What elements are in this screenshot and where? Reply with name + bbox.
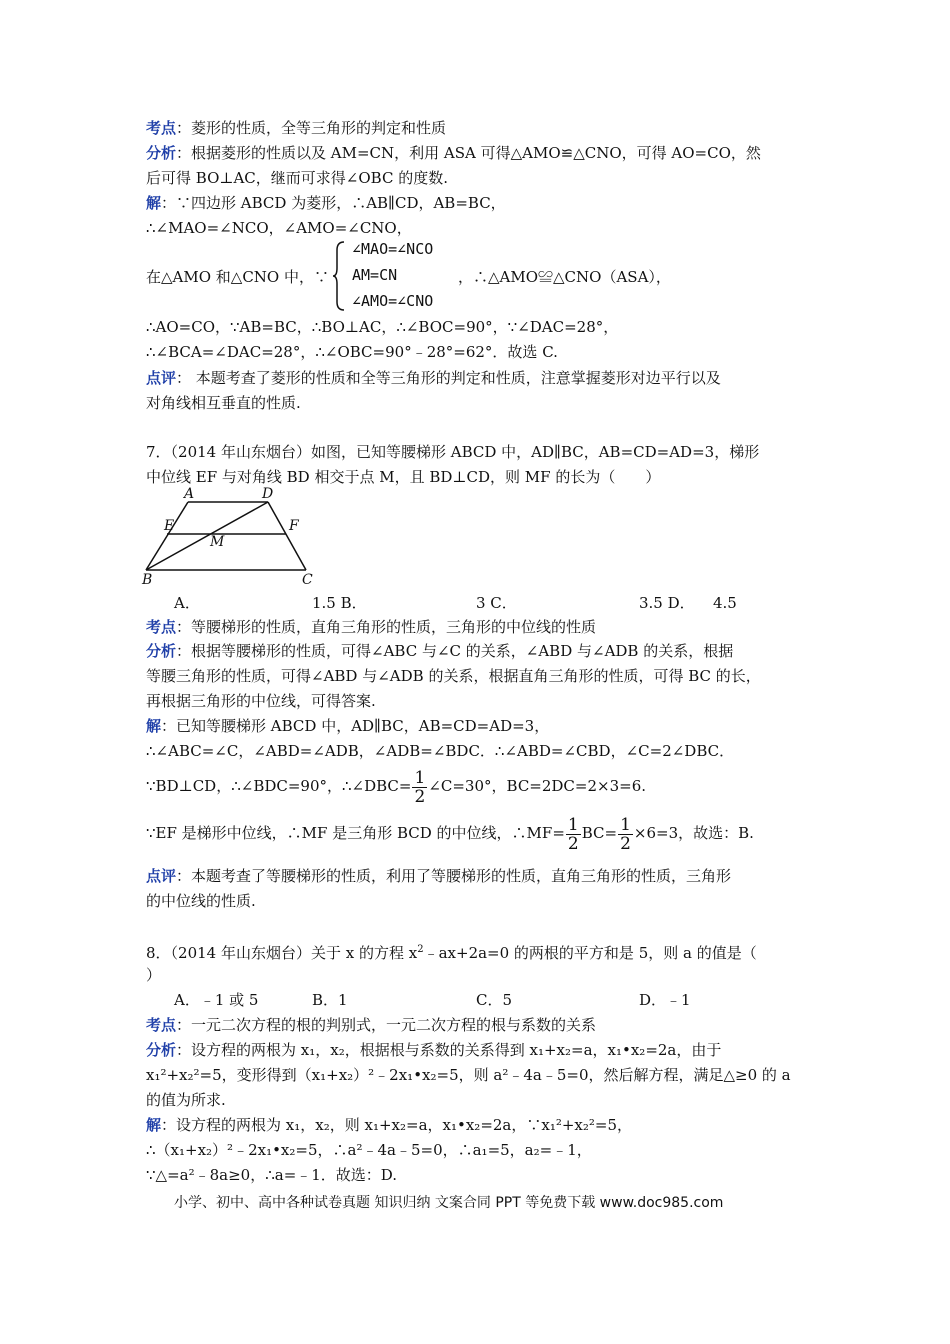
q6-jie-4: ∴AO=CO，∵AB=BC，∴BO⊥AC，∴∠BOC=90°，∵∠DAC=28°，	[146, 318, 619, 336]
q8-option-a: A．﹣1 或 5	[174, 991, 259, 1009]
q8-option-c: C．5	[476, 991, 513, 1009]
q7-option-e: 4.5	[713, 594, 737, 612]
q7-jie-3: ∵BD⊥CD，∴∠BDC=90°，∴∠DBC= $\frac{1}{2}$ ∠C=30°，BC=2DC=2×3=6.	[146, 767, 647, 807]
figure-label-m: M	[210, 534, 225, 550]
q8-jie: 解：设方程的两根为 x₁，x₂，则 x₁+x₂=a，x₁•x₂=2a，∵x₁²+x₂²=5，	[146, 1116, 633, 1134]
q6-dianping: 点评： 本题考查了菱形的性质和全等三角形的判定和性质，注意掌握菱形对边平行以及	[146, 369, 721, 387]
q7-kaodian: 考点：等腰梯形的性质，直角三角形的性质，三角形的中位线的性质	[146, 618, 597, 636]
figure-label-f: F	[289, 518, 299, 534]
page-footer: 小学、初中、高中各种试卷真题 知识归纳 文案合同 PPT 等免费下载 www.doc985.com	[174, 1195, 724, 1211]
q8-kaodian: 考点：一元二次方程的根的判别式，一元二次方程的根与系数的关系	[146, 1016, 597, 1034]
fraction-half: $\frac{1}{2}$	[414, 767, 426, 807]
system-eq-1: ∠MAO=∠NCO	[352, 240, 434, 258]
fenxi-label: 分析	[146, 144, 177, 162]
left-brace-icon	[332, 240, 346, 312]
system-eq-3: ∠AMO=∠CNO	[352, 292, 434, 310]
q7-dianping: 点评：本题考查了等腰梯形的性质，利用了等腰梯形的性质，直角三角形的性质，三角形	[146, 867, 732, 885]
q8-fenxi-3: 的值为所求.	[146, 1091, 226, 1109]
q6-system-line: 在△AMO 和△CNO 中，∵ ∠MAO=∠NCO AM=CN ∠AMO=∠CNO ，∴△AMO≌△CNO（ASA），	[146, 240, 671, 310]
q8-option-d: D．﹣1	[639, 991, 691, 1009]
system-eq-2: AM=CN	[352, 266, 398, 284]
q8-jie-2: ∴（x₁+x₂）²﹣2x₁•x₂=5，∴a²﹣4a﹣5=0，∴a₁=5，a₂=﹣1，	[146, 1141, 592, 1159]
fraction-half: $\frac{1}{2}$	[620, 814, 631, 854]
q7-fenxi: 分析：根据等腰梯形的性质，可得∠ABC 与∠C 的关系，∠ABD 与∠ADB 的关系，根据	[146, 642, 734, 660]
trapezoid-figure	[140, 484, 330, 586]
q8-stem: 8．（2014 年山东烟台）关于 x 的方程 $x^2﹣ax+2a=0$ 的两根的平方和是 5，则 a 的值是（	[146, 944, 757, 962]
figure-label-b: B	[142, 572, 153, 586]
q7-jie-2: ∴∠ABC=∠C，∠ABD=∠ADB，∠ADB=∠BDC．∴∠ABD=∠CBD，∠C=2∠DBC．	[146, 742, 735, 760]
q7-jie-4: ∵EF 是梯形中位线，∴MF 是三角形 BCD 的中位线，∴MF= $\frac{1}{2}$ BC= $\frac{1}{2}$ ×6=3，故选：B.	[146, 814, 754, 854]
fraction-half: $\frac{1}{2}$	[567, 814, 579, 854]
q7-option-c: 3 C．	[476, 594, 517, 612]
figure-label-d: D	[262, 486, 274, 502]
q6-jie: 解：∵四边形 ABCD 为菱形，∴AB∥CD，AB=BC，	[146, 194, 506, 212]
q7-stem: 7．（2014 年山东烟台）如图，已知等腰梯形 ABCD 中，AD∥BC，AB=CD=AD=3，梯形	[146, 443, 760, 461]
q8-option-b: B．1	[312, 991, 348, 1009]
q6-dianping-2: 对角线相互垂直的性质.	[146, 394, 301, 412]
q8-stem-2: ）	[146, 966, 162, 984]
q8-fenxi: 分析：设方程的两根为 x₁，x₂，根据根与系数的关系得到 x₁+x₂=a，x₁•x₂=2a，由于	[146, 1041, 722, 1059]
q6-fenxi: 分析：根据菱形的性质以及 AM=CN，利用 ASA 可得△AMO≌△CNO，可得 AO=CO，然	[146, 144, 761, 162]
figure-label-c: C	[302, 572, 313, 586]
q7-option-d: 3.5 D．	[639, 594, 695, 612]
q8-jie-3: ∵△=a²﹣8a≥0，∴a=﹣1．故选：D.	[146, 1166, 398, 1184]
q6-kaodian: 考点：菱形的性质，全等三角形的判定和性质	[146, 119, 447, 137]
q7-dianping-2: 的中位线的性质.	[146, 892, 256, 910]
q6-jie-5: ∴∠BCA=∠DAC=28°，∴∠OBC=90°﹣28°=62°．故选 C.	[146, 343, 558, 361]
q7-jie: 解：已知等腰梯形 ABCD 中，AD∥BC，AB=CD=AD=3，	[146, 717, 550, 735]
q6-fenxi-2: 后可得 BO⊥AC，继而可求得∠OBC 的度数.	[146, 169, 448, 187]
q6-jie-2: ∴∠MAO=∠NCO，∠AMO=∠CNO，	[146, 219, 412, 237]
q7-option-b: 1.5 B．	[312, 594, 367, 612]
q7-stem-2: 中位线 EF 与对角线 BD 相交于点 M，且 BD⊥CD，则 MF 的长为（ ）	[146, 468, 661, 486]
q8-fenxi-2: x₁²+x₂²=5，变形得到（x₁+x₂）²﹣2x₁•x₂=5，则 a²﹣4a﹣5=0，然后解方程，满足△≥0 的 a	[146, 1066, 791, 1084]
jie-label: 解	[146, 194, 162, 212]
figure-label-a: A	[184, 486, 195, 502]
dianping-label: 点评	[146, 369, 177, 387]
q7-fenxi-2: 等腰三角形的性质，可得∠ABD 与∠ADB 的关系，根据直角三角形的性质，可得 BC 的长，	[146, 667, 761, 685]
kaodian-label: 考点	[146, 119, 177, 137]
q7-fenxi-3: 再根据三角形的中位线，可得答案.	[146, 692, 376, 710]
figure-label-e: E	[164, 518, 175, 534]
q7-option-a: A．	[174, 594, 200, 612]
